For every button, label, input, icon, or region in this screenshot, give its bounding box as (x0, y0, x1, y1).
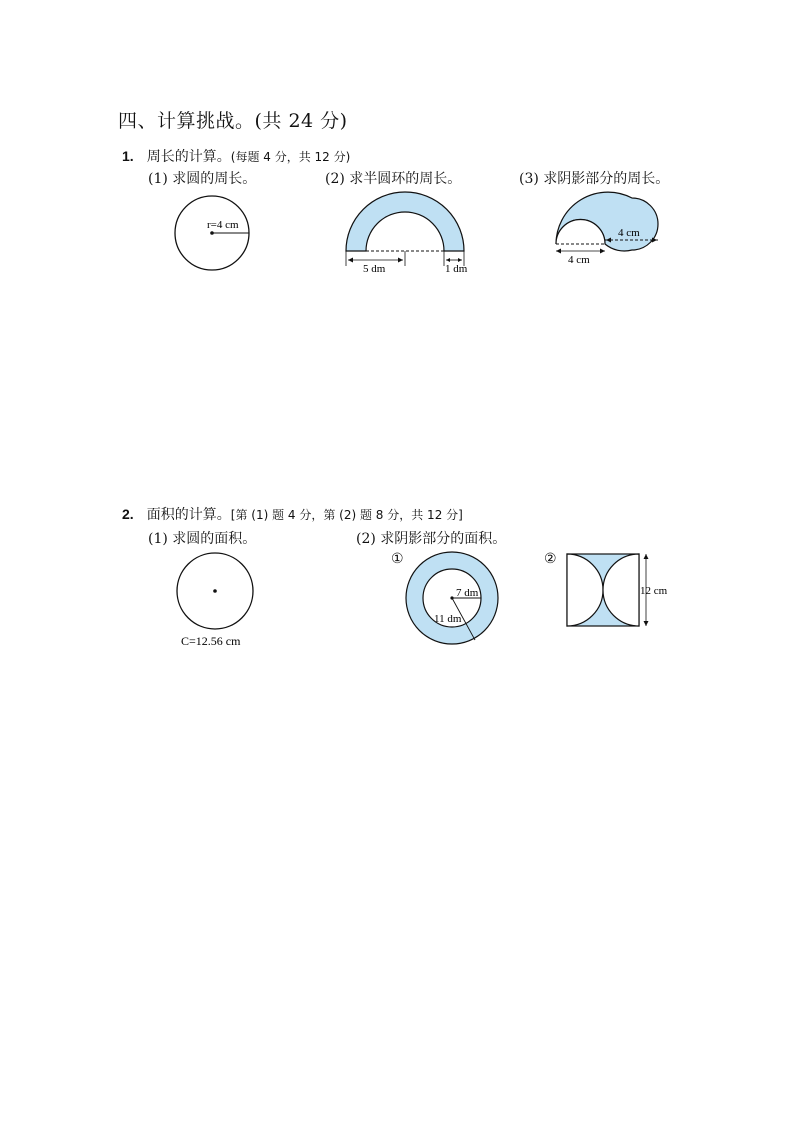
q2-circle-figure (170, 548, 266, 652)
q2-sub1-label: (1) 求圆的面积。 (148, 531, 257, 547)
circumference-label: C=12.56 cm (181, 634, 241, 648)
inner-radius-label: 7 dm (456, 587, 479, 599)
inner-radius-label: 5 dm (363, 263, 386, 275)
small-dim-label: 4 cm (568, 254, 590, 266)
q2-square-figure (562, 548, 674, 634)
q2-sub2-label: (2) 求阴影部分的面积。 (356, 531, 507, 547)
question-1-title: 周长的计算。 (146, 149, 231, 165)
question-1-number: 1. (122, 148, 134, 164)
q1-sub1-label: (1) 求圆的周长。 (148, 171, 257, 187)
question-2-header (122, 504, 463, 524)
figure-1-marker: ① (391, 551, 404, 567)
section-title: 四、计算挑战。(共 24 分) (118, 110, 348, 132)
q2-ring-figure (402, 550, 506, 650)
q1-circle-figure (168, 190, 260, 276)
center-dot (213, 589, 217, 593)
side-length-label: 12 cm (640, 585, 668, 597)
question-1-points: (每题 4 分，共 12 分) (230, 150, 351, 164)
q1-sub2-label: (2) 求半圆环的周长。 (325, 171, 462, 187)
ring-width-label: 1 dm (445, 263, 468, 275)
big-dim-label: 4 cm (618, 227, 640, 239)
figure-2-marker: ② (544, 551, 557, 567)
question-1-header (122, 146, 350, 166)
semi-ring-shape (346, 192, 464, 251)
question-2-title: 面积的计算。 (146, 507, 231, 523)
question-2-points: [第 (1) 题 4 分，第 (2) 题 8 分，共 12 分] (230, 508, 463, 522)
q1-shaded-figure (548, 188, 668, 270)
radius-label: r=4 cm (207, 219, 239, 231)
outer-radius-label: 11 dm (434, 613, 462, 625)
q1-semi-ring-figure (338, 190, 478, 278)
question-2-number: 2. (122, 506, 134, 522)
q1-sub3-label: (3) 求阴影部分的周长。 (519, 171, 670, 187)
